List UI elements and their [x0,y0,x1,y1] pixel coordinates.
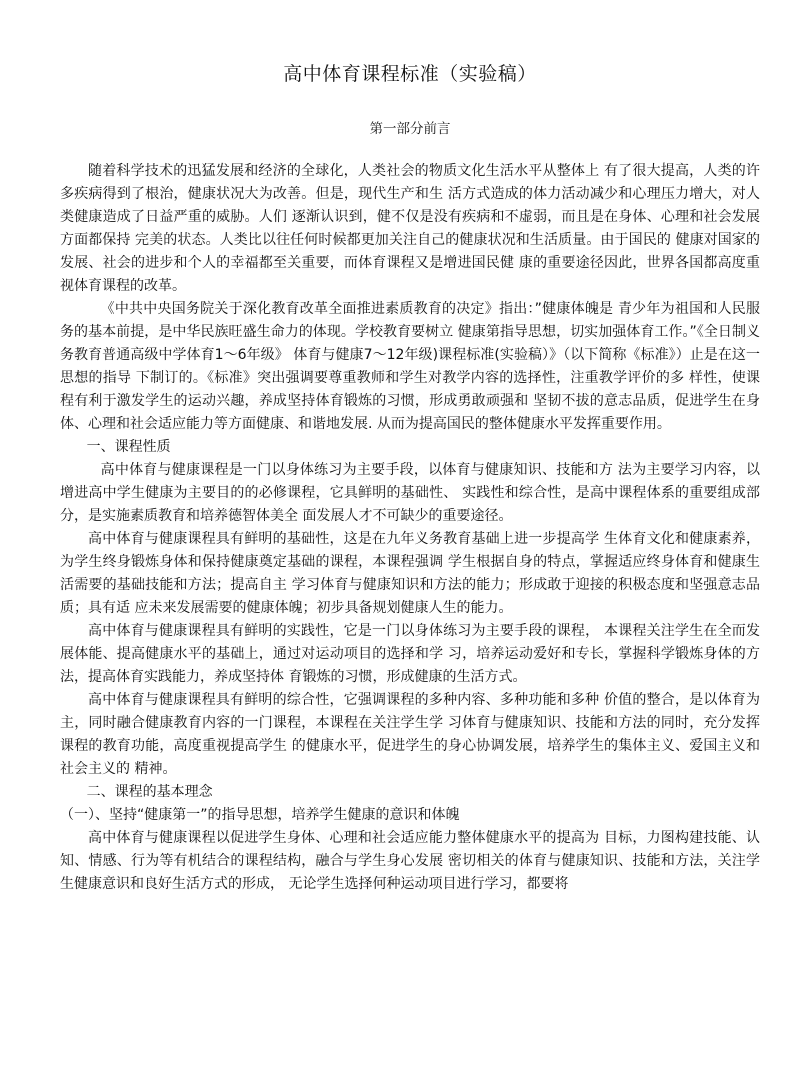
document-page [60,0,760,1070]
paragraph-intro: 随着科学技术的迅猛发展和经济的全球化，人类社会的物质文化生活水平从整体上 有了很大提高，人类的许多疾病得到了根治，健康状况大为改善。但是，现代生产和生 活方式造成的体力活动减少和心理压力增大，对人类健康造成了日益严重的威胁。人们 逐渐认识到，健不仅是没有疾病和不虚弱，而且是在身体、心理和社会发展方面都保持 完美的状态。人类比以往任何时候都更加关注自己的健康状况和生活质量。由于国民的 健康对国家的发展、社会的进步和个人的幸福都至关重要，而体育课程又是增进国民健 康的重要途径因此，世界各国都高度重视体育课程的改革。 [60,163,760,294]
subheading-health-first: （一）、坚持“健康第一”的指导思想，培养学生健康的意识和体魄 [60,807,460,823]
paragraph-health-first: 高中体育与健康课程以促进学生身体、心理和社会适应能力整体健康水平的提高为 目标，力图构建技能、认知、情感、行为等有机结合的课程结构，融合与学生身心发展 密切相关的体育与健康知识、技能和方法，关注学生健康意识和良好生活方式的形成， 无论学生选择何种运动项目进行学习，都要将 [60,830,760,892]
document-body [60,160,760,896]
paragraph-course-nature: 高中体育与健康课程是一门以身体练习为主要手段，以体育与健康知识、技能和方 法为主要学习内容，以增进高中学生健康为主要目的的必修课程，它具鲜明的基础性、 实践性和综合性，是高中课程体系的重要组成部分，是实施素质教育和培养德智体美全 面发展人才不可缺少的重要途径。 [60,462,760,524]
paragraph-comprehensive: 高中体育与健康课程具有鲜明的综合性，它强调课程的多种内容、多种功能和多种 价值的整合，是以体育为主，同时融合健康教育内容的一门课程，本课程在关注学生学 习体育与健康知识、技能和方法的同时，充分发挥课程的教育功能，高度重视提高学生 的健康水平，促进学生的身心协调发展，培养学生的集体主义、爱国主义和社会主义的 精神。 [60,692,760,777]
paragraph-foundational: 高中体育与健康课程具有鲜明的基础性，这是在九年义务教育基础上进一步提高学 生体育文化和健康素养，为学生终身锻炼身体和保持健康奠定基础的课程，本课程强调 学生根据自身的特点，掌握适应终身体育和健康生活需要的基础技能和方法；提高自主 学习体育与健康知识和方法的能力；形成敢于迎接的积极态度和坚强意志品质；具有适 应未来发展需要的健康体魄；初步具备规划健康人生的能力。 [60,531,760,616]
paragraph-practical: 高中体育与健康课程具有鲜明的实践性，它是一门以身体练习为主要手段的课程， 本课程关注学生在全而发展体能、提高健康水平的基础上，通过对运动项目的选择和学 习，培养运动爱好和专长，掌握科学锻炼身体的方法，提高体育实践能力，养成坚持体 育锻炼的习惯，形成健康的生活方式。 [60,623,760,685]
part-heading: 第一部分前言 [369,121,451,137]
heading-basic-concepts: 二、课程的基本理念 [86,784,213,800]
paragraph-decision: 《中共中央国务院关于深化教育改革全面推进素质教育的决定》指出：”健康体魄是 青少年为祖国和人民服务的基本前提，是中华民族旺盛生命力的体现。学校教育要树立 健康第指导思想，切实加强体育工作。”《全日制义务教育普通高级中学体育1～6年级》 体育与健康7～12年级)课程标准(实验稿）》（以下简称《标准》）止是在这一思想的指导 下制订的。《标准》突出强调要尊重教师和学生对教学内容的选择性，注重教学评价的多 样性，使课程有利于激发学生的运动兴趣，养成坚持体育锻炼的习惯，形成勇敢顽强和 坚韧不拔的意志品质，促进学生在身体、心理和社会适应能力等方面健康、和谐地发展. 从而为提高国民的整体健康水平发挥重要作用。 [60,301,760,432]
document-title: 高中体育课程标准（实验稿） [283,63,537,85]
heading-course-nature: 一、课程性质 [86,439,171,455]
